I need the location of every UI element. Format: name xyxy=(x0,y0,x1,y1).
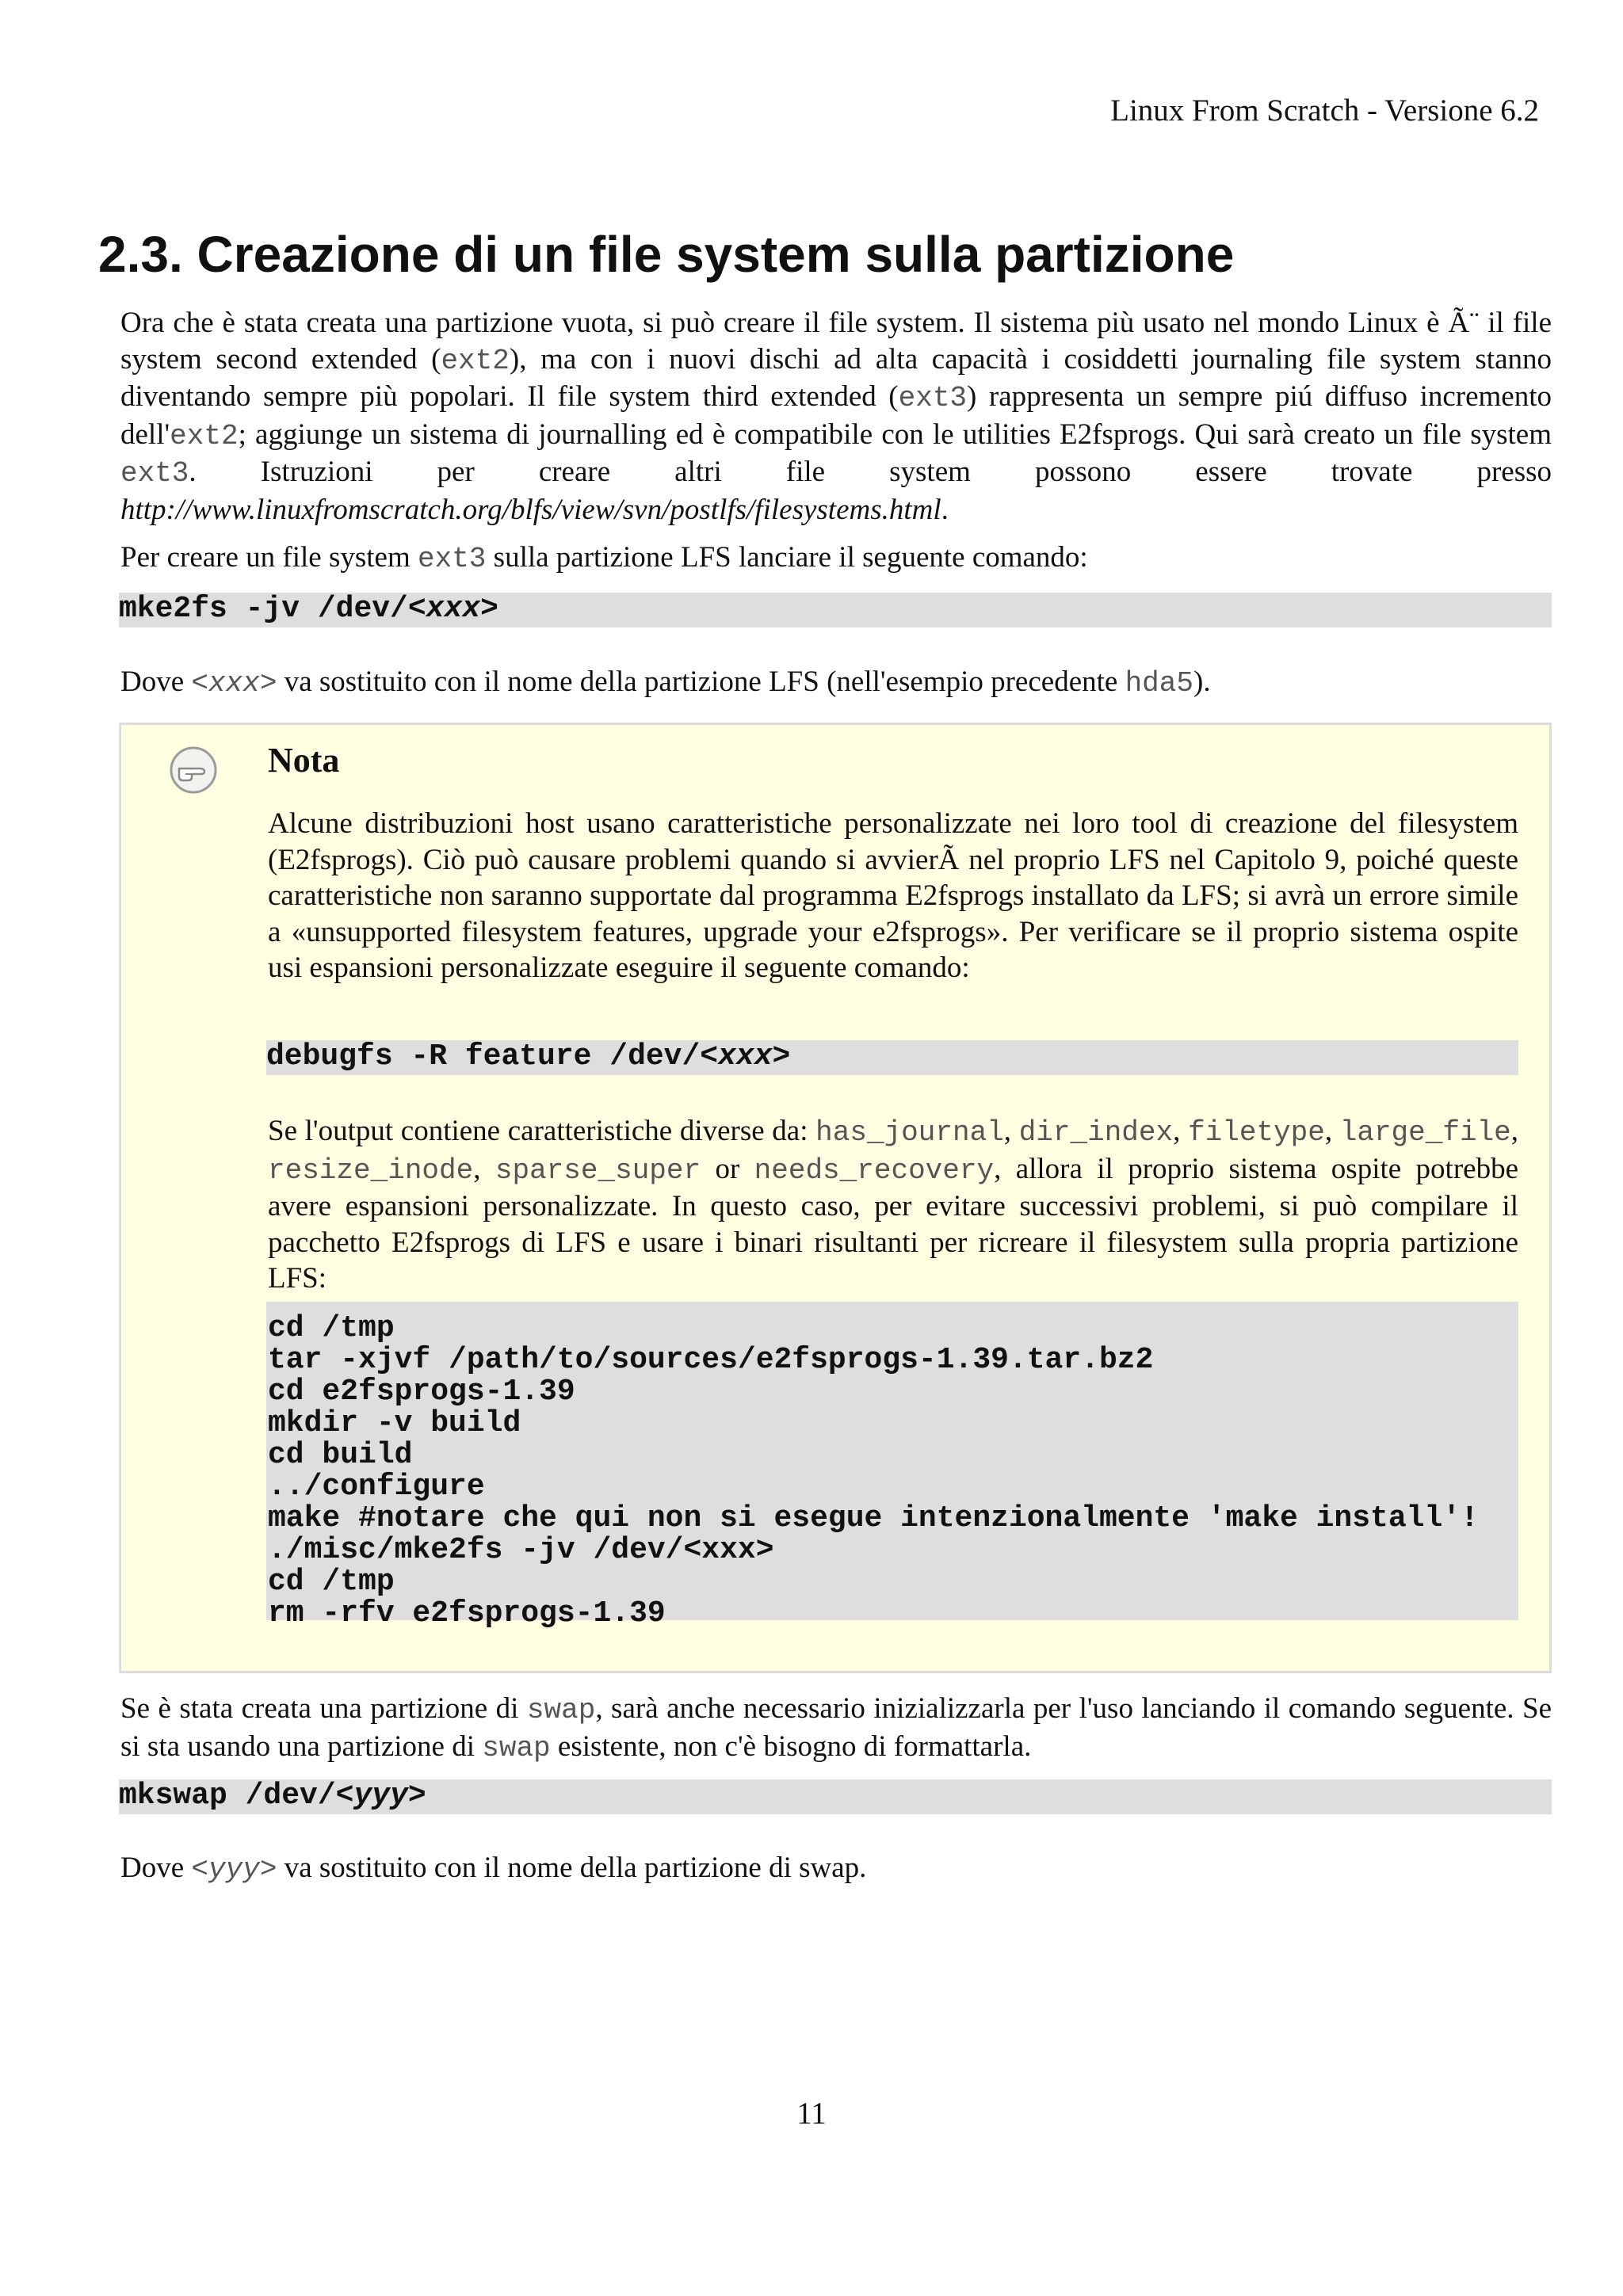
inline-code: swap xyxy=(482,1731,551,1764)
inline-code: large_file xyxy=(1339,1116,1511,1149)
running-header: Linux From Scratch - Versione 6.2 xyxy=(1110,93,1539,128)
filesystems-link[interactable]: http://www.linuxfromscratch.org/blfs/view/svn/postlfs/filesystems.html xyxy=(120,493,941,526)
inline-code: swap xyxy=(526,1694,596,1726)
code-line: mkdir -v build xyxy=(268,1406,521,1440)
inline-code: ext2 xyxy=(441,344,510,377)
note-title: Nota xyxy=(268,741,340,780)
dove-swap-paragraph: Dove <yyy> va sostituito con il nome della partizione di swap. xyxy=(120,1852,867,1886)
dove-paragraph: Dove <xxx> va sostituito con il nome della partizione LFS (nell'esempio precedente hda5). xyxy=(120,666,1211,700)
inline-code: ext3 xyxy=(898,382,968,414)
inline-code: resize_inode xyxy=(268,1154,474,1187)
code-line: cd e2fsprogs-1.39 xyxy=(268,1375,575,1409)
inline-code: hda5 xyxy=(1125,667,1193,700)
note-paragraph: Alcune distribuzioni host usano caratteristiche personalizzate nei loro tool di creazione del filesystem (E2fsprogs). Ciò può causare problemi quando si avvierÃ nel proprio LFS nel Capitolo 9, poiché queste caratteristiche non saranno supportate dal programma E2fsprogs installato da LFS; si avrà un errore simile a «unsupported filesystem features, upgrade your e2fsprogs». Per verificare se il proprio sistema ospite usi espansioni personalizzate eseguire il seguente comando: xyxy=(268,807,1518,984)
inline-code: has_journal xyxy=(815,1116,1004,1149)
code-line: ../configure xyxy=(268,1470,485,1504)
intro-paragraph: Ora che è stata creata una partizione vuota, si può creare il file system. Il sistema più usato nel mondo Linux è Ã¨ il file system second extended (ext2), ma con i nuovi dischi ad alta capacità i cosiddetti journaling file system stanno diventando sempre più popolari. Il file system third extended (ext3) rappresenta un sempre piú diffuso incremento dell'ext2; aggiunge un sistema di journalling ed è compatibile con le utilities E2fsprogs. Qui sarà creato un file system ext3. Istruzioni per creare altri file system possono essere trovate presso http://www.linuxfromscratch.org/blfs/view/svn/postlfs/filesystems.html. xyxy=(120,307,1552,526)
inline-code: ext2 xyxy=(170,419,239,452)
pointing-hand-icon xyxy=(168,745,219,795)
command-mke2fs: mke2fs -jv /dev/<xxx> xyxy=(119,593,1552,627)
code-line: tar -xjvf /path/to/sources/e2fsprogs-1.39.tar.bz2 xyxy=(268,1343,1154,1377)
create-paragraph: Per creare un file system ext3 sulla partizione LFS lanciare il seguente comando: xyxy=(120,541,1088,575)
page-number: 11 xyxy=(796,2096,827,2130)
note-features-paragraph: Se l'output contiene caratteristiche diverse da: has_journal, dir_index, filetype, large_file, resize_inode, sparse_super or needs_recovery, allora il proprio sistema ospite potrebbe avere espansioni personalizzate. In questo caso, per evitare successivi problemi, si può compilare il pacchetto E2fsprogs di LFS e usare i binari risultanti per ricreare il filesystem sulla propria partizione LFS: xyxy=(268,1115,1519,1295)
replaceable-text: <xxx> xyxy=(191,667,277,700)
section-title: 2.3. Creazione di un file system sulla partizione xyxy=(98,226,1235,283)
inline-code: ext3 xyxy=(418,543,487,575)
command-mkswap: mkswap /dev/<yyy> xyxy=(119,1779,1552,1814)
code-line: cd /tmp xyxy=(268,1565,395,1599)
inline-code: dir_index xyxy=(1018,1116,1174,1149)
replaceable-text: <yyy> xyxy=(191,1853,277,1886)
inline-code: ext3 xyxy=(120,457,189,490)
inline-code: needs_recovery xyxy=(754,1154,995,1187)
code-line: cd build xyxy=(268,1438,413,1472)
inline-code: filetype xyxy=(1188,1116,1325,1149)
command-debugfs: debugfs -R feature /dev/<xxx> xyxy=(266,1040,1518,1075)
code-line: ./misc/mke2fs -jv /dev/<xxx> xyxy=(268,1533,774,1567)
inline-code: sparse_super xyxy=(495,1154,701,1187)
code-line: rm -rfv e2fsprogs-1.39 xyxy=(268,1596,666,1630)
swap-paragraph: Se è stata creata una partizione di swap, sarà anche necessario inizializzarla per l'uso lanciando il comando seguente. Se si sta usando una partizione di swap esistente, non c'è bisogno di formattarla. xyxy=(120,1692,1552,1764)
code-line: cd /tmp xyxy=(268,1311,395,1345)
code-line: make #notare che qui non si esegue intenzionalmente 'make install'! xyxy=(268,1501,1479,1535)
